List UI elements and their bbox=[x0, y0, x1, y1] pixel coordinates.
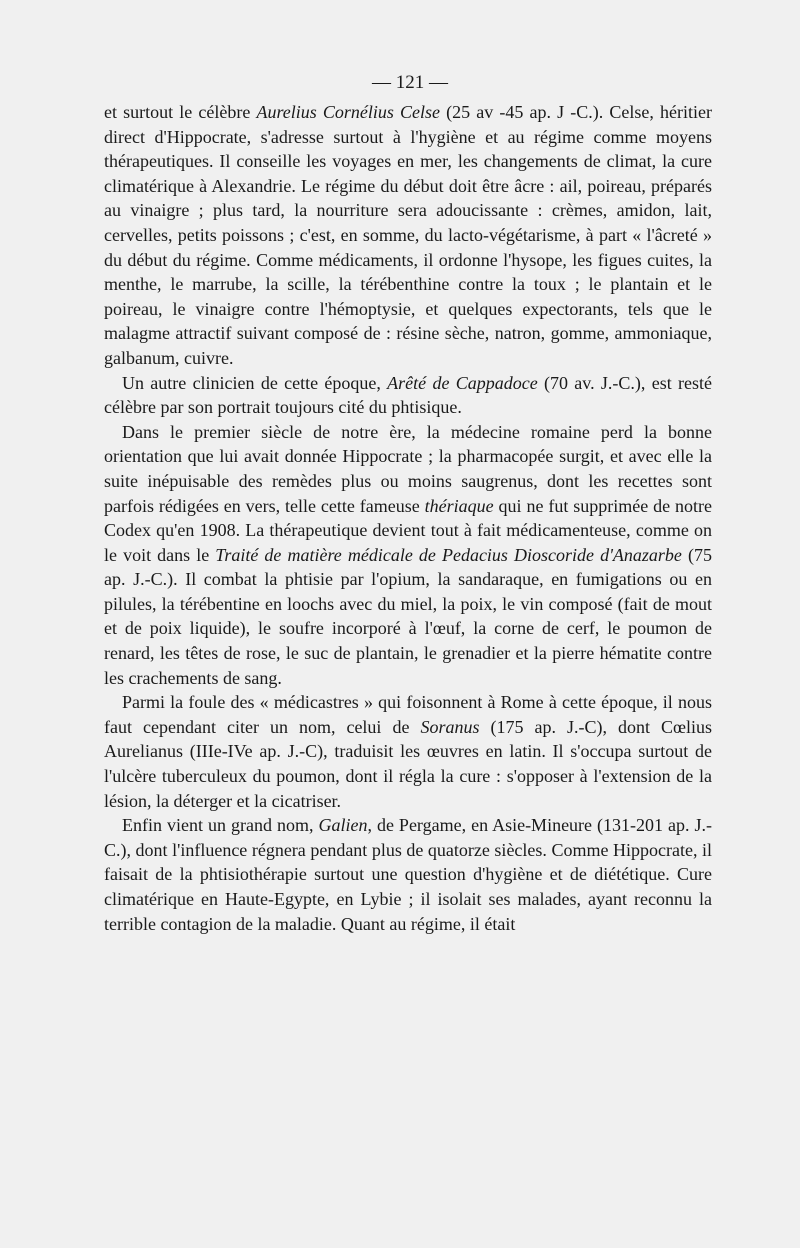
italic-title: Aurelius Cornélius Celse bbox=[256, 102, 441, 122]
paragraph bbox=[104, 100, 712, 371]
italic-title: Arêté de Cappadoce bbox=[387, 372, 538, 393]
page-number: — 121 — bbox=[372, 72, 448, 93]
paragraph bbox=[104, 813, 712, 936]
text-run: Un autre clinicien de cette époque, bbox=[122, 372, 388, 393]
italic-title: Galien bbox=[318, 815, 368, 836]
text-run: (175 ap. J.-C), dont Cœlius Aurelianus (IIIe-IVe ap. J.-C), traduisit les œuvres en latin. Il s'occupa surtout de l'ulcère tuberculeux du poumon, dont il régla la cure : s'opposer à l'extension de la lésion, la déterger et la cicatriser. bbox=[104, 716, 713, 811]
text-run: qui ne fut supprimée de notre Codex qu'en 1908. La thérapeutique devient tout à fait médicamenteuse, comme on le voit dans le bbox=[104, 495, 712, 565]
paragraph bbox=[104, 371, 712, 420]
text-run: (25 av -45 ap. J -C.). Celse, héritier direct d'Hippocrate, s'adresse surtout à l'hygiène et au régime comme moyens thérapeutiques. Il conseille les voyages en mer, les changements de climat, la cure climatérique à Alexandrie. Le régime du début doit être âcre : ail, poireau, préparés au vinaigre ; plus tard, la nourriture sera adoucissante : crèmes, amidon, lait, cervelles, petits poissons ; c'est, en somme, du lacto-végétarisme, à part « l'âcreté » du début du régime. Comme médicaments, il ordonne l'hysope, les figues cuites, la menthe, le marrube, la scille, la térébenthine contre la toux ; le plantain et le poireau, le vinaigre contre l'hémoptysie, et quelques expectorants, tels que le malagme attractif suivant composé de : résine sèche, natron, gomme, ammoniaque, galbanum, cuivre. bbox=[104, 102, 712, 368]
paragraph bbox=[104, 690, 712, 813]
text-run: Dans le premier siècle de notre ère, la médecine romaine perd la bonne orientation que lui avait donnée Hippocrate ; la pharmacopée surgit, et avec elle la suite inépuisable des remèdes plus ou moins saugrenus, dont les recettes sont parfois rédigées en vers, telle cette fameuse bbox=[104, 421, 712, 516]
body-text bbox=[104, 100, 712, 936]
paragraph bbox=[104, 420, 712, 691]
italic-title: Soranus bbox=[420, 716, 480, 737]
text-run: Parmi la foule des « médicastres » qui foisonnent à Rome à cette époque, il nous faut cependant citer un nom, celui de bbox=[104, 692, 712, 737]
italic-title: thériaque bbox=[424, 495, 494, 516]
italic-title: Traité de matière médicale de Pedacius Dioscoride d'Anazarbe bbox=[215, 544, 682, 565]
text-run: et surtout le célèbre bbox=[104, 102, 257, 122]
text-run: (75 ap. J.-C.). Il combat la phtisie par l'opium, la sandaraque, en fumigations ou en pilules, la térébentine en loochs avec du miel, la poix, le vin composé (fait de mout et de poix liquide), le soufre incorporé à l'œuf, la corne de cerf, le poumon de renard, les têtes de rose, le suc de plantain, le grenadier et la pierre hématite contre les crachements de sang. bbox=[104, 544, 713, 688]
text-run: , de Pergame, en Asie-Mineure (131-201 ap. J.-C.), dont l'influence régnera pendant plus de quatorze siècles. Comme Hippocrate, il faisait de la phtisiothérapie surtout une question d'hygiène et de diététique. Cure climatérique en Haute-Egypte, en Lybie ; il isolait ses malades, ayant reconnu la terrible contagion de la maladie. Quant au régime, il était bbox=[104, 815, 713, 934]
text-run: Enfin vient un grand nom, bbox=[122, 815, 319, 836]
text-run: (70 av. J.-C.), est resté célèbre par son portrait toujours cité du phtisique. bbox=[104, 372, 712, 418]
